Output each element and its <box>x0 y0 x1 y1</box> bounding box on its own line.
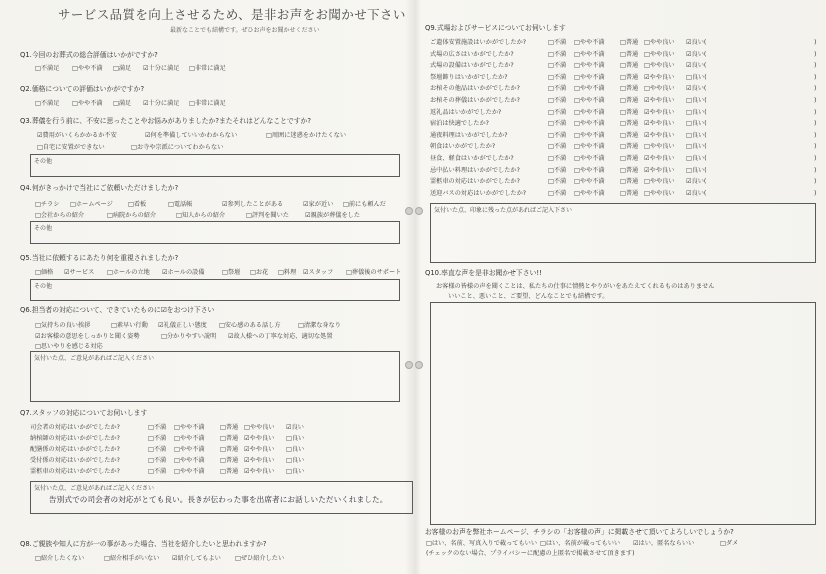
q7-rating-option[interactable]: □やや良い <box>244 424 275 431</box>
q7-rating-option[interactable]: □普通 <box>220 468 239 475</box>
q9-rating-option[interactable]: □良い( <box>686 108 707 116</box>
q9-row-label: 朝食はいかがでしたか? <box>430 143 496 151</box>
q7-rating-option[interactable]: □良い <box>286 468 305 475</box>
q9-rating-option[interactable]: □不満 <box>548 120 567 128</box>
q9-rating-option[interactable]: □良い( <box>686 73 707 81</box>
q2-option[interactable]: □やや不満 <box>72 100 103 107</box>
q4-option[interactable]: ☑参列したことがある <box>222 201 284 208</box>
q9-row-label: 昼食、軽食はいかがでしたか? <box>430 155 514 162</box>
q9-row-close-bracket: ) <box>814 120 817 128</box>
q9-row-label: ご遺体安置施設はいかがでしたか? <box>430 39 527 46</box>
q6-comment-box[interactable] <box>30 351 400 402</box>
q9-row <box>430 108 822 118</box>
q9-rating-option[interactable]: ☑良い( <box>686 62 707 70</box>
q9-rating-option[interactable]: □やや不満 <box>574 178 605 186</box>
q9-rating-option[interactable]: □普通 <box>620 73 639 81</box>
q8-option[interactable]: □紹介相手がいない <box>104 555 160 562</box>
q9-row-label: 通夜料理はいかがでしたか? <box>430 131 508 139</box>
q6-option[interactable]: □素早い行動 <box>111 322 148 329</box>
q9-rating-option[interactable]: □不満 <box>548 97 567 104</box>
q9-row-label: お棺その葬儀はいかがでしたか? <box>430 97 520 104</box>
consent-note: (チェックのない場合、プライバシーに配慮の上匿名で掲載させて頂きます) <box>426 550 635 557</box>
q1-option[interactable]: □満足 <box>113 65 132 72</box>
q6-option[interactable]: □気持ちの良い挨拶 <box>35 322 91 329</box>
q9-rating-option[interactable]: □不満 <box>548 189 567 197</box>
q9-rating-option[interactable]: ☑良い( <box>686 178 707 186</box>
q7-comment-label: 気付いた点、ご意見があればご記入ください <box>34 485 155 492</box>
q6-option[interactable]: □分かりやすい説明 <box>161 333 217 340</box>
q9-rating-option[interactable]: □やや良い <box>644 62 675 70</box>
q9-rating-option[interactable]: ☑やや良い <box>644 97 675 104</box>
q9-rating-option[interactable]: □普通 <box>620 120 639 128</box>
q5-option[interactable]: □価格 <box>35 269 54 276</box>
q9-rating-option[interactable]: □不満 <box>548 178 567 186</box>
q6-option[interactable]: ☑お客様の意思をしっかりと聞く姿勢 <box>35 333 140 340</box>
q9-row-label: 霊柩車の対応はいかがでしたか? <box>430 178 520 186</box>
q2-option[interactable]: □満足 <box>113 100 132 107</box>
q10-free-comment-box[interactable] <box>430 302 816 525</box>
q3-option[interactable]: ☑何を準備していいかわからない <box>145 132 238 139</box>
q5-option[interactable]: □お花 <box>250 269 269 276</box>
q9-rating-option[interactable]: □やや良い <box>644 39 675 46</box>
q9-row-label: 宿泊は快適でしたか? <box>430 120 489 128</box>
q10-description: お客様の皆様の声を聞くことは、私たちの仕事に情熱とやりがいをあたえてくれるものはありません <box>436 283 715 290</box>
q9-row-close-bracket: ) <box>814 50 817 58</box>
q4-option[interactable]: □電話帳 <box>168 201 193 208</box>
q5-option[interactable]: ☑ホールの設備 <box>162 269 205 276</box>
q9-rating-option[interactable]: □やや不満 <box>574 50 605 58</box>
q7-rating-option[interactable]: □不満 <box>148 446 167 453</box>
q9-rating-option[interactable]: □不満 <box>548 155 567 162</box>
q7-rating-option[interactable]: □良い <box>286 457 305 464</box>
q9-row-close-bracket: ) <box>814 39 817 46</box>
q3-other-label: その他 <box>34 158 53 165</box>
q6-option[interactable]: □清潔な身なり <box>298 322 341 329</box>
q9-row-close-bracket: ) <box>814 73 817 81</box>
q9-rating-option[interactable]: □やや不満 <box>574 108 605 116</box>
q4-option[interactable]: □前にも頼んだ <box>343 201 386 208</box>
q9-row-close-bracket: ) <box>814 155 817 162</box>
q8-option[interactable]: □ぜひ紹介したい <box>235 555 285 562</box>
q9-rating-option[interactable]: □不満 <box>548 62 567 70</box>
q7-rating-option[interactable]: □不満 <box>148 457 167 464</box>
q9-rating-option[interactable]: □やや不満 <box>574 131 605 139</box>
q9-rating-option[interactable]: □良い( <box>686 97 707 104</box>
q9-row <box>430 177 822 187</box>
q7-rating-option[interactable]: □不満 <box>148 424 167 431</box>
q7-rating-option[interactable]: □普通 <box>220 457 239 464</box>
q9-row <box>430 154 822 164</box>
q8-label: Q8.ご親族や知人に方が一の事があった場合、当社を紹介したいと思われますか? <box>20 540 267 548</box>
q4-other-label: その他 <box>34 225 53 232</box>
q7-row-label: 司会者の対応はいかがでしたか? <box>30 424 120 431</box>
q1-option[interactable]: □不満足 <box>35 65 60 72</box>
q9-rating-option[interactable]: □やや良い <box>644 178 675 186</box>
q2-option[interactable]: □非常に満足 <box>189 100 226 107</box>
q6-option[interactable]: □安心感のある話し方 <box>219 322 281 329</box>
q3-option[interactable]: □自宅に安置ができない <box>37 144 105 151</box>
q9-row-close-bracket: ) <box>814 108 817 116</box>
right-page <box>418 0 826 574</box>
binder-hole <box>405 361 413 369</box>
q10-label: Q10.率直な声を是非お聞かせ下さい!! <box>425 269 542 277</box>
q9-row-label: 忌中払い料理はいかがでしたか? <box>430 166 520 174</box>
q7-rating-option[interactable]: □普通 <box>220 435 239 442</box>
q9-rating-option[interactable]: □不満 <box>548 39 567 46</box>
q4-label: Q4.何がきっかけで当社にご依頼いただけましたか? <box>20 184 179 192</box>
q9-rating-option[interactable]: □やや不満 <box>574 62 605 70</box>
q7-rating-option[interactable]: □やや不満 <box>174 435 205 442</box>
q9-rating-option[interactable]: □普通 <box>620 39 639 46</box>
q7-rating-option[interactable]: □やや不満 <box>174 468 205 475</box>
q9-rating-option[interactable]: □やや不満 <box>574 143 605 151</box>
q6-option[interactable]: ☑故人様への丁寧な対応、適切な処置 <box>228 333 333 340</box>
q4-option[interactable]: ☑親族が葬儀をした <box>305 212 361 219</box>
q9-rating-option[interactable]: □普通 <box>620 97 639 104</box>
q9-row-close-bracket: ) <box>814 189 817 197</box>
q7-row-label: 受付係の対応はいかがでしたか? <box>30 457 120 464</box>
q9-comment-label: 気付いた点、印象に残った点があればご記入下さい <box>434 207 573 214</box>
q7-row-label: 配膳係の対応はいかがでしたか? <box>30 446 120 453</box>
q7-rating-option[interactable]: □やや不満 <box>174 424 205 431</box>
q9-label: Q9.式場およびサービスについてお伺いします <box>425 24 566 32</box>
q9-rating-option[interactable]: □普通 <box>620 143 639 151</box>
q9-rating-option[interactable]: □やや不満 <box>574 39 605 46</box>
q7-rating-option[interactable]: □不満 <box>148 468 167 475</box>
q5-option[interactable]: □料理 <box>278 269 297 276</box>
q6-label: Q6.担当者の対応について、できていたものに☑をおつけ下さい <box>20 306 215 314</box>
q7-rating-option[interactable]: ☑やや良い <box>244 446 275 453</box>
q4-option[interactable]: □ホームページ <box>70 201 113 208</box>
q4-option[interactable]: □会社からの紹介 <box>35 212 85 219</box>
q7-rating-option[interactable]: □良い <box>286 435 305 442</box>
q9-row <box>430 38 822 48</box>
q9-rating-option[interactable]: ☑やや良い <box>644 120 675 128</box>
q9-rating-option[interactable]: ☑良い( <box>686 85 707 93</box>
q7-rating-option[interactable]: □やや不満 <box>174 446 205 453</box>
q9-rating-option[interactable]: □普通 <box>620 108 639 116</box>
q4-option[interactable]: □知人からの紹介 <box>176 212 226 219</box>
q7-comment-box[interactable] <box>30 481 413 514</box>
q9-rating-option[interactable]: ☑やや良い <box>644 155 675 162</box>
q7-row <box>30 434 330 444</box>
q6-comment-label: 気付いた点、ご意見があればご記入ください <box>34 355 155 362</box>
page-title: サービス品質を向上させるため、是非お声をお聞かせ下さい <box>58 7 406 22</box>
q9-row-close-bracket: ) <box>814 85 817 93</box>
q4-option[interactable]: □チラシ <box>35 201 60 208</box>
q5-option[interactable]: □葬儀後のサポート <box>346 269 402 276</box>
consent-label: お客様のお声を弊社ホームページ、チラシの「お客様の声」に掲載させて頂いてよろしいでしょうか? <box>425 528 734 536</box>
q10-description: いいこと、悪いこと、ご要望、どんなことでも結構です。 <box>448 293 609 300</box>
q7-rating-option[interactable]: □やや不満 <box>174 457 205 464</box>
q9-row <box>430 84 822 94</box>
q9-row-label: 返礼品はいかがでしたか? <box>430 108 502 116</box>
consent-option[interactable]: □はい、名前が載ってもいい <box>540 540 621 547</box>
q9-rating-option[interactable]: ☑やや良い <box>644 131 675 139</box>
q9-rating-option[interactable]: □やや良い <box>644 50 675 58</box>
q5-other-label: その他 <box>34 283 53 290</box>
q5-label: Q5.当社に依頼するにあたり何を重視されましたか? <box>20 254 179 262</box>
q9-rating-option[interactable]: □良い( <box>686 155 707 162</box>
binder-hole <box>415 361 423 369</box>
q4-option[interactable]: □評判を聞いた <box>246 212 289 219</box>
q9-rating-option[interactable]: ☑やや良い <box>644 166 675 174</box>
q9-rating-option[interactable]: □普通 <box>620 178 639 186</box>
q3-option[interactable]: □お寺や宗派についてわからない <box>131 144 224 151</box>
q9-row <box>430 166 822 176</box>
q9-rating-option[interactable]: ☑やや良い <box>644 73 675 81</box>
q9-row-label: 式場の広さはいかがでしたか? <box>430 50 514 58</box>
q7-row-label: 納棺師の対応はいかがでしたか? <box>30 435 120 442</box>
q8-option[interactable]: □紹介したくない <box>35 555 85 562</box>
q5-other-box[interactable] <box>30 279 400 301</box>
page-subtitle: 最新なことでも結構です。ぜひお声をお聞かせください <box>170 27 320 34</box>
q5-option[interactable]: □祭壇 <box>222 269 241 276</box>
q9-rating-option[interactable]: □良い( <box>686 120 707 128</box>
q9-rating-option[interactable]: □普通 <box>620 131 639 139</box>
q7-rating-option[interactable]: ☑やや良い <box>244 457 275 464</box>
q2-label: Q2.価格についての評価はいかがですか? <box>20 85 145 93</box>
q7-row <box>30 423 330 433</box>
q4-option[interactable]: ☑家が近い <box>303 201 334 208</box>
q2-option[interactable]: □不満足 <box>35 100 60 107</box>
q3-option[interactable]: ☑費用がいくらかかるか不安 <box>37 132 117 139</box>
q9-rating-option[interactable]: □不満 <box>548 143 567 151</box>
q3-other-box[interactable] <box>30 154 400 177</box>
q9-rating-option[interactable]: □やや良い <box>644 189 675 197</box>
q9-row-close-bracket: ) <box>814 62 817 70</box>
q9-rating-option[interactable]: □やや良い <box>644 85 675 93</box>
q9-rating-option[interactable]: □普通 <box>620 189 639 197</box>
q9-rating-option[interactable]: □不満 <box>548 85 567 93</box>
q9-row-label: お棺その他品はいかがでしたか? <box>430 85 520 93</box>
binder-hole <box>415 207 423 215</box>
q3-label: Q3.葬儀を行う前に、不安に思ったことやお悩みがありましたか?またそれはどんなことですか? <box>20 117 311 125</box>
q7-handwritten-comment: 告別式での司会者の対応がとても良い。長きが伝わった事を出席者にお話しいただいくれました。 <box>49 495 388 504</box>
q9-row <box>430 119 822 129</box>
q4-other-box[interactable] <box>30 221 400 244</box>
q9-rating-option[interactable]: □普通 <box>620 166 639 174</box>
q2-option[interactable]: ☑十分に満足 <box>143 100 180 107</box>
q7-row <box>30 467 330 477</box>
q9-row <box>430 61 822 71</box>
q9-row-close-bracket: ) <box>814 178 817 186</box>
q9-row <box>430 142 822 152</box>
q9-rating-option[interactable]: □良い( <box>686 166 707 174</box>
q9-rating-option[interactable]: □やや良い <box>644 143 675 151</box>
consent-option[interactable]: ☑はい、匿名ならいい <box>633 540 695 547</box>
q7-rating-option[interactable]: □普通 <box>220 446 239 453</box>
q9-rating-option[interactable]: □やや不満 <box>574 155 605 162</box>
q9-rating-option[interactable]: □不満 <box>548 131 567 139</box>
q7-rating-option[interactable]: □良い <box>286 446 305 453</box>
binder-hole <box>405 207 413 215</box>
q9-row-label: 送迎バスの対応はいかがでしたか? <box>430 189 527 197</box>
q9-row <box>430 189 822 199</box>
q1-option[interactable]: □非常に満足 <box>189 65 226 72</box>
q9-row-close-bracket: ) <box>814 143 817 151</box>
consent-option[interactable]: □ダメ <box>720 540 739 547</box>
q9-rating-option[interactable]: ☑やや良い <box>644 108 675 116</box>
q8-option[interactable]: ☑紹介してもよい <box>172 555 221 562</box>
q7-rating-option[interactable]: ☑やや良い <box>244 468 275 475</box>
q6-option[interactable]: □思いやりを感じる対応 <box>35 343 103 350</box>
q9-row-label: 式場の設備はいかがでしたか? <box>430 62 514 70</box>
q1-option[interactable]: □やや不満 <box>72 65 103 72</box>
q5-option[interactable]: ☑スタッフ <box>303 269 334 276</box>
q7-rating-option[interactable]: ☑やや良い <box>244 435 275 442</box>
q9-row-close-bracket: ) <box>814 131 817 139</box>
q9-rating-option[interactable]: □やや不満 <box>574 120 605 128</box>
q7-row-label: 霊柩車の対応はいかがでしたか? <box>30 468 120 475</box>
q7-row <box>30 456 330 466</box>
q9-rating-option[interactable]: □普通 <box>620 155 639 162</box>
q5-option[interactable]: ☑サービス <box>64 269 95 276</box>
q9-row <box>430 96 822 106</box>
q9-rating-option[interactable]: □やや不満 <box>574 73 605 81</box>
q9-rating-option[interactable]: □不満 <box>548 73 567 81</box>
q9-rating-option[interactable]: □やや不満 <box>574 85 605 93</box>
q9-rating-option[interactable]: □不満 <box>548 50 567 58</box>
q7-label: Q7.スタッフの対応についてお伺いします <box>20 409 148 417</box>
q9-rating-option[interactable]: □普通 <box>620 62 639 70</box>
q9-row <box>430 73 822 83</box>
q9-row-close-bracket: ) <box>814 97 817 104</box>
q1-option[interactable]: ☑十分に満足 <box>143 65 180 72</box>
q9-rating-option[interactable]: □やや不満 <box>574 166 605 174</box>
q7-row <box>30 445 330 455</box>
q7-rating-option[interactable]: □不満 <box>148 435 167 442</box>
q7-rating-option[interactable]: □普通 <box>220 424 239 431</box>
q9-rating-option[interactable]: □やや不満 <box>574 189 605 197</box>
q7-rating-option[interactable]: ☑良い <box>286 424 304 431</box>
q9-row <box>430 131 822 141</box>
q9-rating-option[interactable]: □不満 <box>548 166 567 174</box>
q9-row-label: 祭壇飾りはいかがでしたか? <box>430 73 508 81</box>
consent-option[interactable]: □はい、名前、写真入りで載ってもいい <box>426 540 538 547</box>
q9-rating-option[interactable]: □やや不満 <box>574 97 605 104</box>
q9-rating-option[interactable]: ☑良い( <box>686 189 707 197</box>
q9-comment-box[interactable] <box>430 203 816 263</box>
q9-rating-option[interactable]: □普通 <box>620 50 639 58</box>
q9-row <box>430 50 822 60</box>
q9-rating-option[interactable]: □良い( <box>686 143 707 151</box>
q4-option[interactable]: □病院からの紹介 <box>107 212 157 219</box>
q4-option[interactable]: □看板 <box>128 201 147 208</box>
q9-rating-option[interactable]: □普通 <box>620 85 639 93</box>
q9-rating-option[interactable]: ☑良い( <box>686 39 707 46</box>
q9-row-close-bracket: ) <box>814 166 817 174</box>
q3-option[interactable]: □周囲に迷惑をかけたくない <box>266 132 347 139</box>
q5-option[interactable]: □ホールの立地 <box>107 269 150 276</box>
q9-rating-option[interactable]: □不満 <box>548 108 567 116</box>
q9-rating-option[interactable]: □良い( <box>686 131 707 139</box>
q6-option[interactable]: ☑礼儀正しい態度 <box>158 322 207 329</box>
q9-rating-option[interactable]: ☑良い( <box>686 50 707 58</box>
q1-label: Q1.今回のお葬式の総合評価はいかがですか? <box>20 51 158 59</box>
